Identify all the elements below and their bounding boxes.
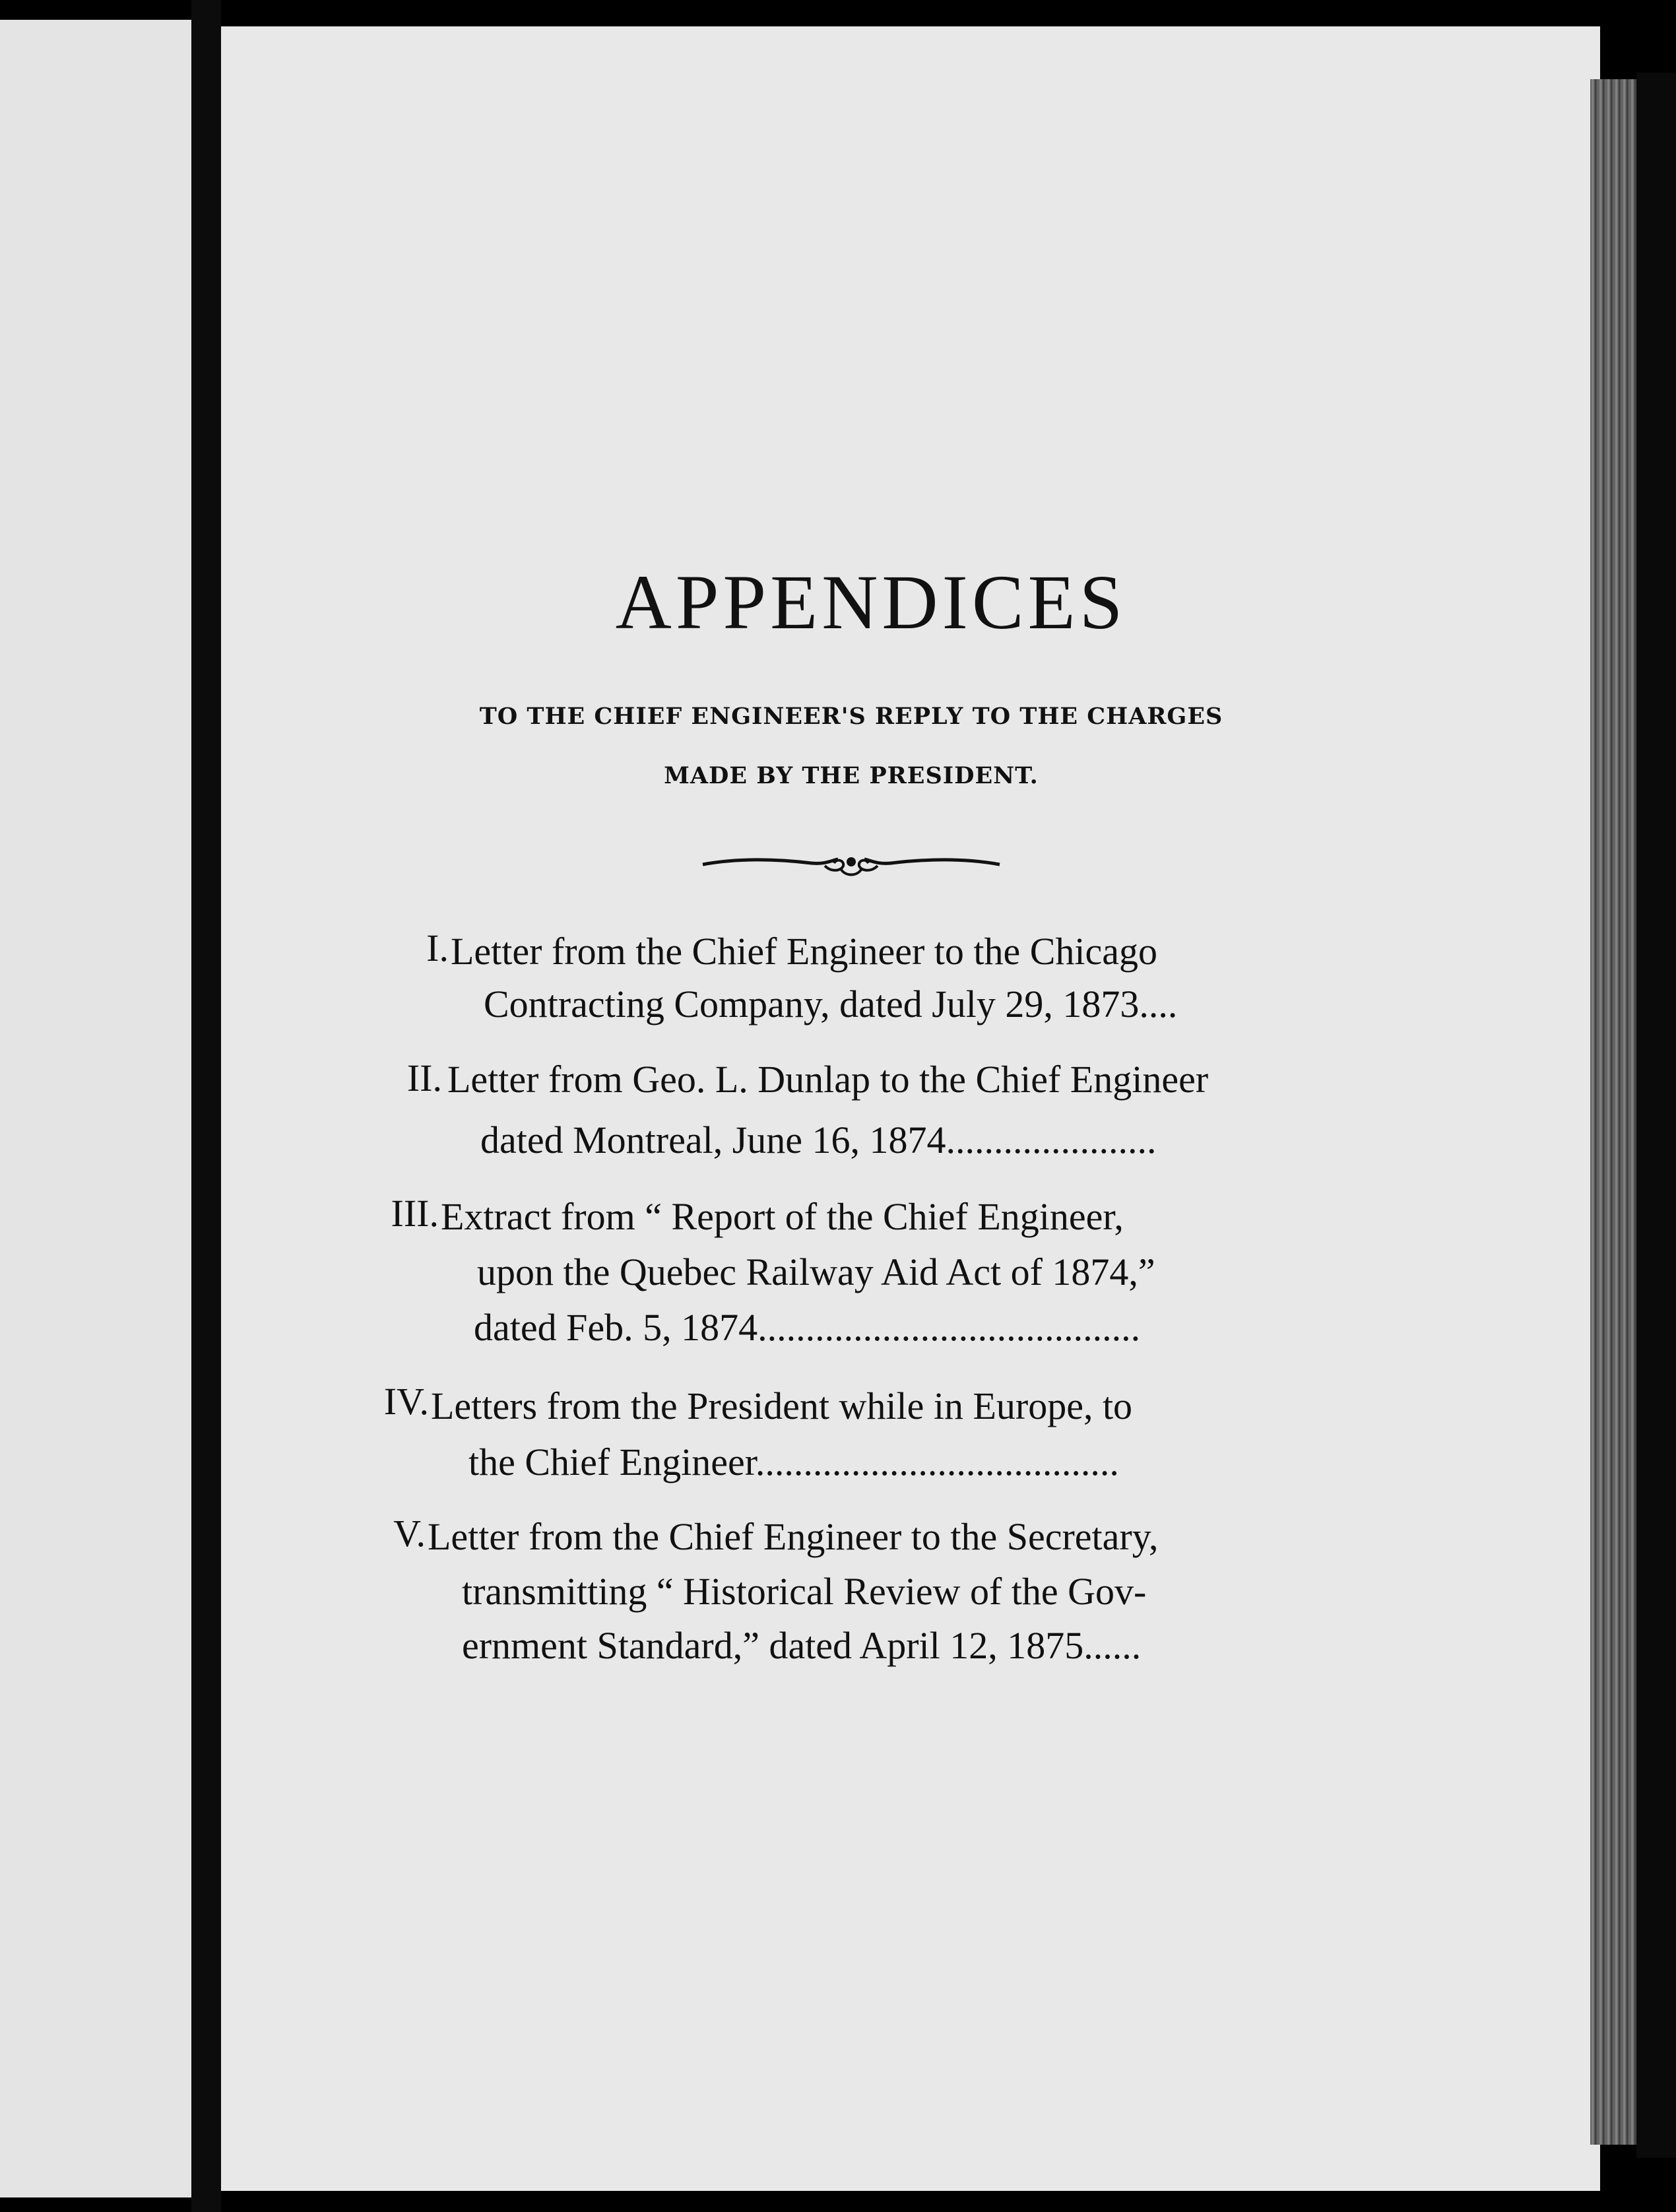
entry-1-numeral: I. (426, 927, 449, 969)
page-edge-shadow (1636, 73, 1676, 2158)
entry-4-line-1: Letters from the President while in Europe, to (431, 1384, 1133, 1427)
subtitle-line-2: MADE BY THE PRESIDENT. (664, 762, 1039, 789)
entry-3-line-1: Extract from “ Report of the Chief Engineer, (441, 1195, 1124, 1238)
page (221, 26, 1600, 2191)
entry-2-line-2: dated Montreal, June 16, 1874...................... (480, 1119, 1157, 1161)
entry-1-line-2: Contracting Company, dated July 29, 1873.... (484, 983, 1178, 1025)
entry-2-line-1: Letter from Geo. L. Dunlap to the Chief Engineer (447, 1058, 1209, 1101)
entry-5-line-1: Letter from the Chief Engineer to the Secretary, (428, 1515, 1159, 1558)
entry-2-numeral: II. (406, 1057, 442, 1099)
entry-3-line-3: dated Feb. 5, 1874........................................ (474, 1306, 1141, 1349)
entry-1-line-1: Letter from the Chief Engineer to the Chicago (451, 930, 1158, 973)
ornament-divider (699, 843, 1003, 883)
page-edge (1590, 79, 1636, 2145)
entry-3-line-2: upon the Quebec Railway Aid Act of 1874,” (477, 1251, 1155, 1293)
entry-5-line-3: ernment Standard,” dated April 12, 1875...... (462, 1624, 1142, 1667)
left-page-margin (0, 20, 191, 2197)
subtitle-line-1: TO THE CHIEF ENGINEER'S REPLY TO THE CHARGES (479, 703, 1223, 730)
entry-4-line-2: the Chief Engineer...................................... (468, 1441, 1119, 1483)
entry-5-numeral: V. (393, 1512, 426, 1555)
entry-3-numeral: III. (391, 1192, 439, 1235)
page-title: APPENDICES (615, 559, 1127, 645)
book-gutter (191, 0, 221, 2212)
entry-5-line-2: transmitting “ Historical Review of the Gov- (462, 1570, 1147, 1613)
entry-4-numeral: IV. (383, 1380, 429, 1423)
